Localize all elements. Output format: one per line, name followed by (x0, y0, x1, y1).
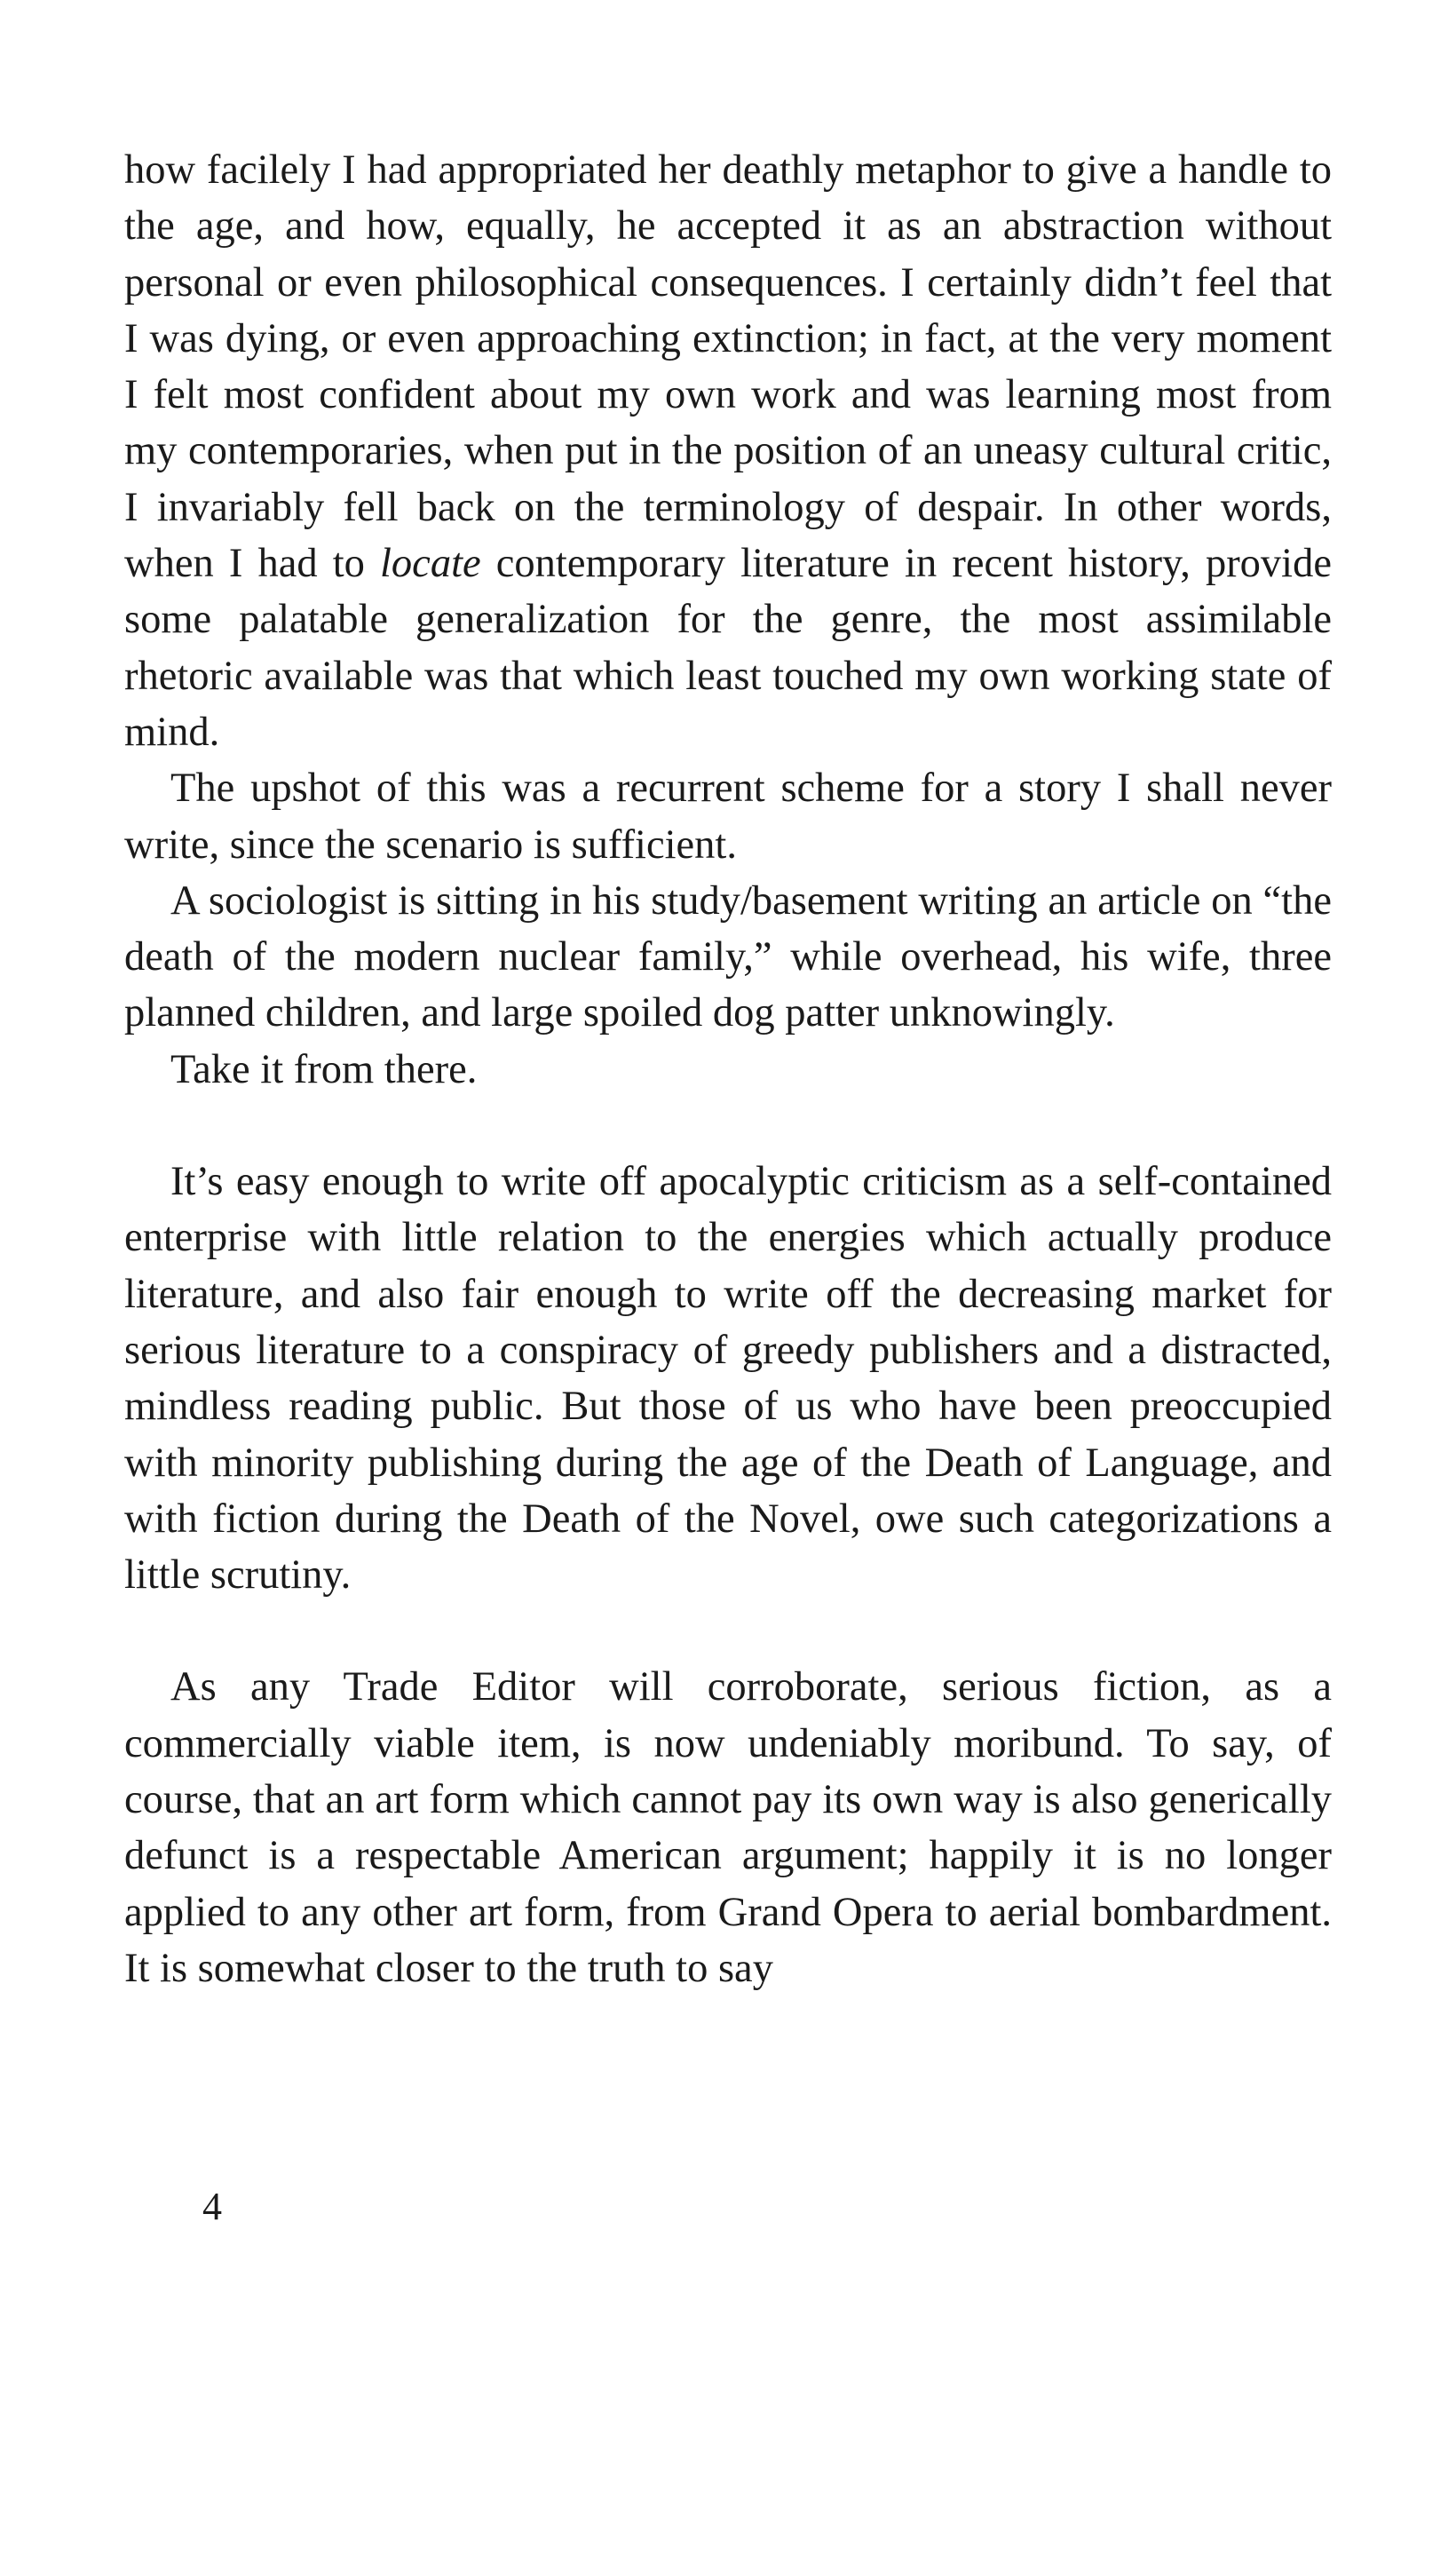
paragraph: As any Trade Editor will corroborate, serious fiction, as a commercially viable item, is now undeniably moribund. To say, of course, that an art form which cannot pay its own way is also generically defunct is a respectable American argument; happily it is no longer applied to any other art form, from Grand Opera to aerial bombardment. It is somewhat closer to the truth to say (124, 1664, 1332, 1991)
italic-word: locate (380, 541, 481, 587)
paragraph-continued (124, 142, 1332, 760)
paragraph: Take it from there. (170, 1046, 478, 1092)
paragraph: It’s easy enough to write off apocalyptic criticism as a self-contained enterprise with little relation to the energies which actually produce literature, and also fair enough to write off the decreasing market for serious literature to a conspiracy of greedy publishers and a distracted, mindless reading public. But those of us who have been preoccupied with minority publishing during the age of the Death of Language, and with fiction during the Death of the Novel, owe such categorizations a little scrutiny. (124, 1159, 1332, 1599)
paragraph: A sociologist is sitting in his study/basement writing an article on “the death of the modern nuclear family,” while overhead, his wife, three planned children, and large spoiled dog patter unknowingly. (124, 877, 1332, 1036)
paragraph: The upshot of this was a recurrent scheme for a story I shall never write, since the scenario is sufficient. (124, 766, 1332, 868)
paragraph-text: how facilely I had appropriated her deathly metaphor to give a handle to the age, and how, equally, he accepted it as an abstraction without personal or even philosophical consequences. I certainly didn’t feel that I was dying, or even approaching extinction; in fact, at the very moment I felt most confident about my own work and was learning most from my contemporaries, when put in the position of an uneasy cultural critic, I invariably fell back on the terminology of despair. In other words, when I had to (124, 147, 1332, 587)
body-text (124, 142, 1332, 1996)
page-number: 4 (202, 2185, 222, 2228)
paragraph-text: contemporary literature in recent history, provide some palatable generalization for the genre, the most assimilable rhetoric available was that which least touched my own working state of mind. (124, 541, 1332, 755)
